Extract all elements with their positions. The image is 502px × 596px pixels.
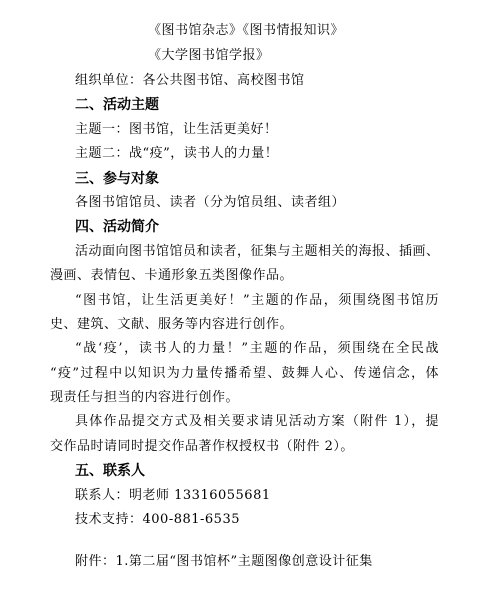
section-heading-contact: 五、联系人 [75, 463, 145, 479]
theme-two: 主题二：战“疫”，读书人的力量！ [75, 146, 279, 161]
intro-paragraph-1-line-1: 活动面向图书馆馆员和读者，征集与主题相关的海报、插画、 [75, 244, 440, 259]
intro-paragraph-2-line-1: “图书馆，让生活更美好！”主题的作品，须围绕图书馆历 [75, 293, 439, 308]
journal-list-line-2: 《大学图书馆学报》 [148, 48, 270, 63]
intro-paragraph-4-line-2: 交作品时请同时提交作品著作权授权书（附件 2）。 [50, 439, 354, 454]
intro-paragraph-3-line-1: “战‘疫’，读书人的力量！”主题的作品，须围绕在全民战 [75, 341, 439, 356]
intro-paragraph-1-line-2: 漫画、表情包、卡通形象五类图像作品。 [50, 268, 294, 283]
section-heading-themes: 二、活动主题 [75, 97, 159, 113]
participants-text: 各图书馆馆员、读者（分为馆员组、读者组） [75, 195, 346, 210]
journal-list-line-1: 《图书馆杂志》《图书情报知识》 [148, 23, 345, 38]
intro-paragraph-3-line-3: 现责任与担当的内容进行创作。 [50, 390, 240, 405]
theme-one: 主题一：图书馆，让生活更美好！ [75, 122, 278, 137]
section-heading-participants: 三、参与对象 [75, 171, 159, 187]
intro-paragraph-4-line-1: 具体作品提交方式及相关要求请见活动方案（附件 1），提 [75, 414, 439, 429]
intro-paragraph-2-line-2: 史、建筑、文献、服务等内容进行创作。 [50, 317, 294, 332]
intro-paragraph-3-line-2: “疫”过程中以知识为力量传播希望、鼓舞人心、传递信念，体 [50, 366, 439, 381]
tech-support: 技术支持：400-881-6535 [75, 512, 240, 527]
section-heading-introduction: 四、活动简介 [75, 219, 159, 235]
organizers-line: 组织单位：各公共图书馆、高校图书馆 [75, 73, 305, 88]
attachment-line: 附件：1.第二届“图书馆杯”主题图像创意设计征集 [75, 554, 373, 569]
contact-person: 联系人：明老师 13316055681 [75, 488, 271, 503]
